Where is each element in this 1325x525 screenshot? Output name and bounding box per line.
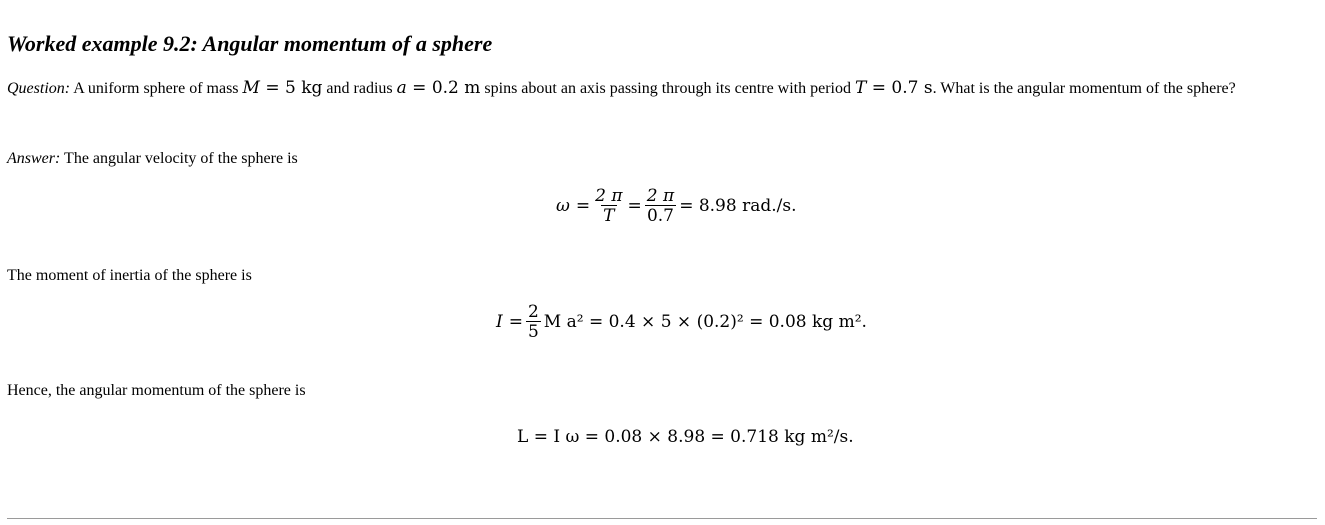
omega-symbol: ω bbox=[556, 196, 570, 216]
angular-velocity-result: = 8.98 rad./s. bbox=[679, 196, 797, 216]
equals-sign: = bbox=[508, 312, 523, 332]
fraction-denominator: 5 bbox=[527, 322, 539, 342]
equals-sign: = bbox=[575, 196, 591, 216]
fraction-denominator: T bbox=[603, 206, 615, 226]
angular-velocity-equation bbox=[556, 187, 797, 225]
angular-momentum-equation bbox=[517, 427, 854, 447]
inertia-expression: M a² = 0.4 × 5 × (0.2)² = 0.08 kg m². bbox=[543, 312, 867, 332]
mass-value: = 5 kg bbox=[259, 78, 323, 98]
fraction-numerator: 2 π bbox=[595, 186, 623, 206]
question-text-4: . What is the angular momentum of the sphere? bbox=[932, 80, 1236, 97]
answer-text: The angular velocity of the sphere is bbox=[60, 150, 298, 167]
equals-sign: = bbox=[627, 196, 642, 216]
answer-lead: Answer: bbox=[7, 150, 61, 167]
hence-text: Hence, the angular momentum of the sphere is bbox=[7, 382, 306, 399]
period-symbol: T bbox=[855, 78, 867, 98]
answer-paragraph bbox=[7, 142, 1312, 176]
fraction-2pi-over-T bbox=[593, 187, 624, 225]
fraction-numerator: 2 bbox=[527, 302, 539, 322]
question-lead: Question: bbox=[7, 80, 71, 97]
fraction-2-over-5 bbox=[526, 303, 541, 341]
radius-symbol: a bbox=[396, 78, 407, 98]
question-paragraph bbox=[7, 71, 1312, 106]
inertia-symbol: I bbox=[496, 312, 503, 332]
question-text-1: A uniform sphere of mass bbox=[70, 80, 243, 97]
fraction-numerator: 2 π bbox=[646, 186, 675, 206]
question-text-3: spins about an axis passing through its centre with period bbox=[480, 80, 855, 97]
horizontal-rule bbox=[7, 518, 1317, 519]
period-value: = 0.7 s bbox=[866, 78, 933, 98]
moment-of-inertia-text: The moment of inertia of the sphere is bbox=[7, 267, 252, 284]
moment-of-inertia-equation bbox=[496, 303, 867, 341]
fraction-2pi-over-0.7 bbox=[645, 187, 676, 225]
fraction-denominator: 0.7 bbox=[646, 206, 674, 226]
page-title: Worked example 9.2: Angular momentum of a sphere bbox=[7, 31, 493, 56]
mass-symbol: M bbox=[242, 78, 260, 98]
angular-momentum-expression: L = I ω = 0.08 × 8.98 = 0.718 kg m²/s. bbox=[517, 427, 854, 447]
question-text-2: and radius bbox=[322, 80, 397, 97]
radius-value: = 0.2 m bbox=[406, 78, 481, 98]
